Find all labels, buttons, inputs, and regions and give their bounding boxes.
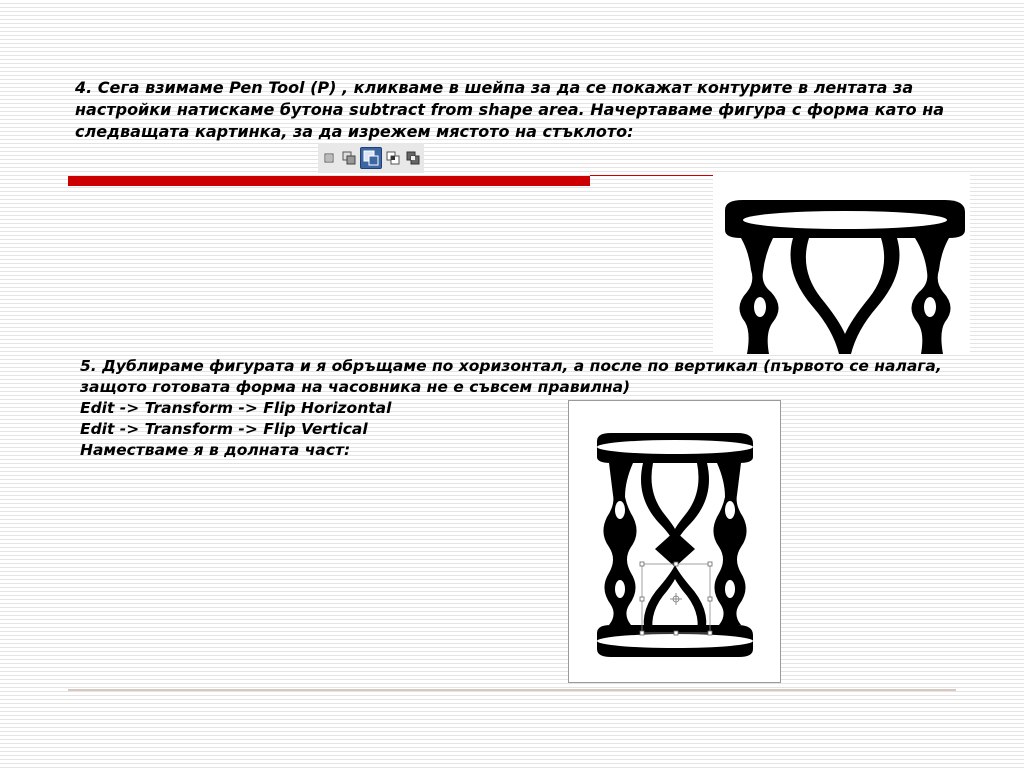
bottom-divider: [68, 689, 956, 691]
new-shape-icon[interactable]: [320, 149, 338, 167]
flip-horizontal-command: Edit -> Transform -> Flip Horizontal: [80, 399, 392, 417]
red-divider-bar: [68, 176, 590, 186]
step-5-text: [80, 356, 960, 461]
step-4-text: 4. Сега взимаме Pen Tool (P) , кликваме в шейпа за да се покажат контурите в лентата за настройки натискаме бутона subtract from shape area. Начертаваме фигура с форма като на следващата картинка, за да изрежем мястото на стъклото:: [75, 78, 945, 141]
red-divider-thin-line: [590, 175, 714, 176]
intersect-shape-icon[interactable]: [384, 149, 402, 167]
hourglass-full-shape-image: [568, 400, 781, 683]
hourglass-top-shape-image: [713, 172, 970, 354]
flip-vertical-command: Edit -> Transform -> Flip Vertical: [80, 420, 368, 438]
step-5-intro: 5. Дублираме фигурата и я обръщаме по хоризонтал, а после по вертикал (първото се налага, защото готовата форма на часовника не е съвсем правилна): [80, 357, 942, 396]
step-5-outro: Наместваме я в долната част:: [80, 441, 351, 459]
add-to-shape-icon[interactable]: [340, 149, 358, 167]
subtract-from-shape-icon[interactable]: [360, 147, 382, 169]
exclude-overlap-icon[interactable]: [404, 149, 422, 167]
shape-mode-toolbar: [318, 143, 424, 173]
